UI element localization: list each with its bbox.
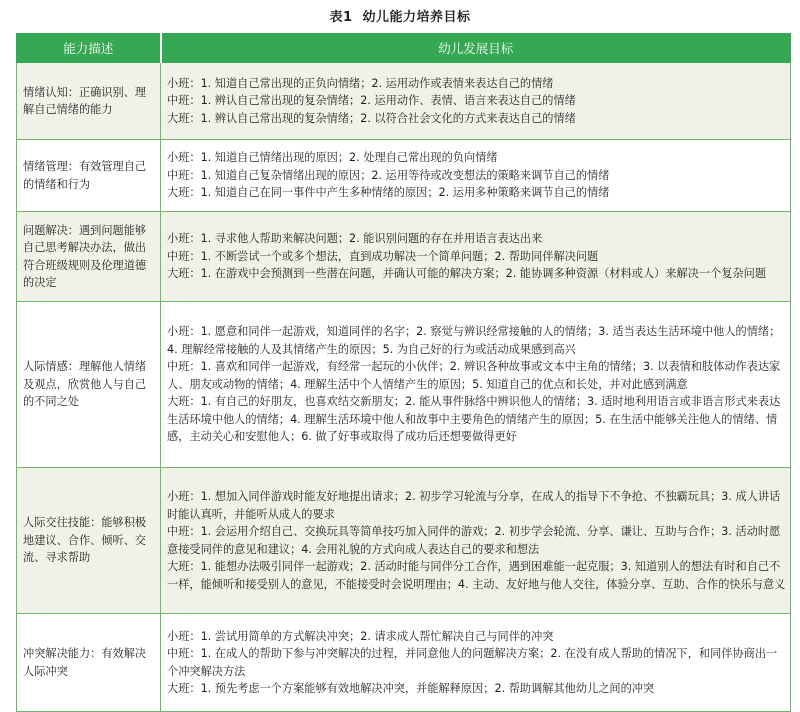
- table-header-row: [17, 34, 791, 63]
- goal-line-middle-class: 中班：1. 辨认自己常出现的复杂情绪；2. 运用动作、表情、语言来表达自己的情绪: [167, 94, 576, 108]
- goal-line-small-class: 小班：1. 尝试用简单的方式解决冲突；2. 请求成人帮忙解决自己与同伴的冲突: [167, 629, 554, 643]
- goal-line-large-class: 大班：1. 有自己的好朋友，也喜欢结交新朋友；2. 能从事件脉络中辨识他人的情绪；3. 适时地利用语言或非语言形式来表达生活环境中他人的情绪；4. 理解生活环境中他人和故事中主要角色的情绪产生的原因；5. 在生活中能够关注他人的情绪、情感，主动关心和安慰他人；6. 做了好事或取得了成功后还想要做得更好: [167, 395, 781, 444]
- goals-cell: [161, 614, 791, 712]
- goals-cell: [161, 140, 791, 212]
- goal-line-middle-class: 中班：1. 知道自己复杂情绪出现的原因；2. 运用等待或改变想法的策略来调节自己的情绪: [167, 168, 610, 182]
- table-title: 幼儿能力培养目标: [362, 10, 471, 25]
- goals-cell: [161, 468, 791, 614]
- goal-line-large-class: 大班：1. 在游戏中会预测到一些潜在问题，并确认可能的解决方案；2. 能协调多种资源（材料或人）来解决一个复杂问题: [167, 267, 767, 281]
- goal-line-middle-class: 中班：1. 不断尝试一个或多个想法，直到成功解决一个简单问题；2. 帮助同伴解决问题: [167, 249, 599, 263]
- ability-cell: 问题解决：遇到问题能够自己思考解决办法，做出符合班级规则及伦理道德的决定: [17, 212, 161, 302]
- goal-line-middle-class: 中班：1. 喜欢和同伴一起游戏，有经常一起玩的小伙伴；2. 辨识各种故事或文本中主角的情绪；3. 以表情和肢体动作表达家人、朋友或动物的情绪；4. 理解生活中个人情绪产生的原因；5. 知道自己的优点和长处，并对此感到满意: [167, 360, 781, 391]
- goal-line-small-class: 小班：1. 知道自己常出现的正负向情绪；2. 运用动作或表情来表达自己的情绪: [167, 76, 554, 90]
- goal-line-small-class: 小班：1. 想加入同伴游戏时能友好地提出请求；2. 初步学习轮流与分享，在成人的指导下不争抢、不独霸玩具；3. 成人讲话时能认真听，并能听从成人的要求: [167, 490, 781, 521]
- table-row: [17, 468, 791, 614]
- goal-line-small-class: 小班：1. 愿意和同伴一起游戏，知道同伴的名字；2. 察觉与辨识经常接触的人的情绪；3. 适当表达生活环境中他人的情绪；4. 理解经常接触的人及其情绪产生的原因；5. 为自己好的行为或活动成果感到高兴: [167, 325, 781, 356]
- goal-line-small-class: 小班：1. 寻求他人帮助来解决问题；2. 能识别问题的存在并用语言表达出来: [167, 232, 543, 246]
- ability-cell: 情绪管理：有效管理自己的情绪和行为: [17, 140, 161, 212]
- table-row: [17, 212, 791, 302]
- ability-cell: 人际情感：理解他人情绪及观点，欣赏他人与自己的不同之处: [17, 302, 161, 468]
- goals-cell: [161, 302, 791, 468]
- table-row: [17, 63, 791, 140]
- header-ability: 能力描述: [17, 34, 161, 63]
- goal-line-small-class: 小班：1. 知道自己情绪出现的原因；2. 处理自己常出现的负向情绪: [167, 151, 498, 165]
- table-row: [17, 302, 791, 468]
- goal-line-large-class: 大班：1. 能想办法吸引同伴一起游戏；2. 活动时能与同伴分工合作，遇到困难能一起克服；3. 知道别人的想法有时和自己不一样，能倾听和接受别人的意见，不能接受时会说明理由；4. 主动、友好地与他人交往，体验分享、互助、合作的快乐与意义: [167, 560, 786, 591]
- goal-line-middle-class: 中班：1. 在成人的帮助下参与冲突解决的过程，并同意他人的问题解决方案；2. 在没有成人帮助的情况下，和同伴协商出一个冲突解决方法: [167, 647, 778, 678]
- header-goals: 幼儿发展目标: [161, 34, 791, 63]
- goal-line-middle-class: 中班：1. 会运用介绍自己、交换玩具等简单技巧加入同伴的游戏；2. 初步学会轮流、分享、谦让、互助与合作；3. 活动时愿意接受同伴的意见和建议；4. 会用礼貌的方式向成人表达自己的要求和想法: [167, 525, 781, 556]
- table-row: [17, 140, 791, 212]
- goal-line-large-class: 大班：1. 知道自己在同一事件中产生多种情绪的原因；2. 运用多种策略来调节自己的情绪: [167, 186, 610, 200]
- table-row: [17, 614, 791, 712]
- ability-cell: 人际交往技能：能够积极地建议、合作、倾听、交流、寻求帮助: [17, 468, 161, 614]
- table-caption: [0, 6, 800, 25]
- ability-cell: 情绪认知：正确识别、理解自己情绪的能力: [17, 63, 161, 140]
- goal-line-large-class: 大班：1. 预先考虑一个方案能够有效地解决冲突，并能解释原因；2. 帮助调解其他幼儿之间的冲突: [167, 682, 655, 695]
- table-number: 表1: [329, 10, 353, 25]
- ability-goals-table: [16, 33, 791, 712]
- goals-cell: [161, 63, 791, 140]
- goals-cell: [161, 212, 791, 302]
- ability-cell: 冲突解决能力：有效解决人际冲突: [17, 614, 161, 712]
- goal-line-large-class: 大班：1. 辨认自己常出现的复杂情绪；2. 以符合社会文化的方式来表达自己的情绪: [167, 111, 576, 125]
